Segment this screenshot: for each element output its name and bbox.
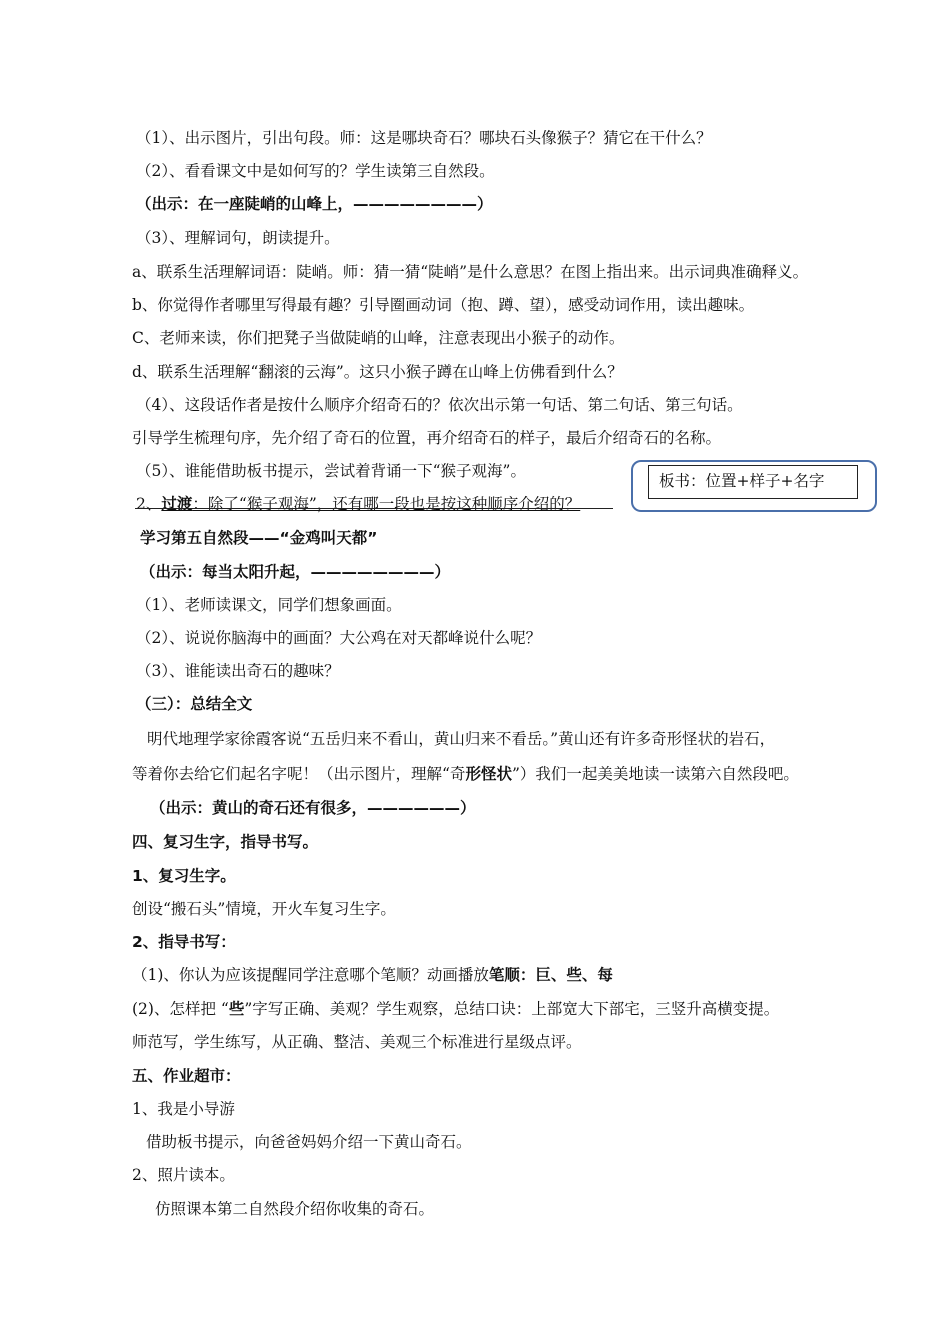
text-run: （3）、理解词句，朗读提升。 [136, 229, 340, 247]
display-prompt-line [150, 798, 476, 818]
text-run: 师范写，学生练写，从正确、整洁、美观三个标准进行星级点评。 [132, 1033, 582, 1051]
transition-line [136, 494, 580, 514]
paragraph-line [132, 262, 808, 282]
text-run: ：除了“猴子观海”，还有哪一段也是按这种顺序介绍的？ [192, 495, 581, 513]
paragraph-line [132, 295, 754, 315]
section-heading [140, 528, 377, 548]
paragraph-line [132, 428, 721, 448]
paragraph-line [136, 461, 526, 481]
text-run: （1）、出示图片，引出句段。师：这是哪块奇石？哪块石头像猴子？猜它在干什么？ [136, 129, 712, 147]
text-run: C、老师来读，你们把凳子当做陡峭的山峰，注意表现出小猴子的动作。 [132, 329, 625, 347]
text-run: 2、 [136, 495, 162, 513]
text-run: 四、复习生字，指导书写。 [132, 833, 319, 851]
paragraph-line [136, 161, 495, 181]
paragraph-line [136, 228, 340, 248]
display-prompt-line [136, 194, 493, 214]
text-run: 等着你去给它们起名字呢！（出示图片，理解“奇 [132, 765, 466, 783]
paragraph-line [136, 395, 743, 415]
section-heading [132, 1066, 241, 1086]
text-run: （2）、说说你脑海中的画面？大公鸡在对天都峰说什么呢？ [136, 629, 542, 647]
paragraph-line [132, 328, 624, 348]
paragraph-line [146, 1132, 472, 1152]
paragraph-line [155, 1199, 434, 1219]
section-heading [132, 832, 318, 852]
text-run: （出示：在一座陡峭的山峰上，————————） [136, 195, 493, 213]
text-run: 学习第五自然段——“金鸡叫天都” [140, 529, 378, 547]
text-run: 明代地理学家徐霞客说“五岳归来不看山，黄山归来不看岳。”黄山还有许多奇形怪状的岩石， [147, 730, 776, 748]
display-prompt-line [140, 562, 450, 582]
paragraph-line [136, 595, 402, 615]
text-run: ”）我们一起美美地读一读第六自然段吧。 [511, 765, 799, 783]
paragraph-line [136, 128, 712, 148]
text-run: （5）、谁能借助板书提示，尝试着背诵一下“猴子观海”。 [136, 462, 526, 480]
text-run: （4）、这段话作者是按什么顺序介绍奇石的？依次出示第一句话、第二句话、第三句话。 [136, 396, 743, 414]
text-run: （2）、看看课文中是如何写的？学生读第三自然段。 [136, 162, 495, 180]
text-run: 2、照片读本。 [132, 1166, 235, 1184]
paragraph-line [132, 1165, 235, 1185]
text-run: 过渡 [161, 495, 193, 513]
text-run: 1、我是小导游 [132, 1100, 235, 1118]
text-run: 五、作业超市： [132, 1067, 241, 1085]
paragraph-line [132, 764, 799, 784]
paragraph-line [136, 661, 340, 681]
text-run: （出示：黄山的奇石还有很多，——————） [150, 799, 476, 817]
text-run: 引导学生梳理句序，先介绍了奇石的位置，再介绍奇石的样子，最后介绍奇石的名称。 [132, 429, 722, 447]
paragraph-line [147, 729, 775, 749]
text-run: d、联系生活理解“翻滚的云海”。这只小猴子蹲在山峰上仿佛看到什么？ [132, 363, 623, 381]
paragraph-line [132, 362, 623, 382]
underline-rule [135, 508, 613, 509]
text-run: （3）、谁能读出奇石的趣味？ [136, 662, 340, 680]
paragraph-line [132, 965, 613, 985]
subsection-heading [132, 932, 236, 952]
paragraph-line [132, 1099, 235, 1119]
text-run: a、联系生活理解词语：陡峭。师：猜一猜“陡峭”是什么意思？在图上指出来。出示词典准确释义。 [132, 263, 809, 281]
text-run: （出示：每当太阳升起，————————） [140, 563, 451, 581]
text-run: 创设“搬石头”情境，开火车复习生字。 [132, 900, 396, 918]
text-run: 借助板书提示，向爸爸妈妈介绍一下黄山奇石。 [146, 1133, 472, 1151]
paragraph-line [132, 999, 779, 1019]
text-run: 形怪状 [465, 765, 512, 783]
text-run: 笔顺：巨、些、每 [488, 966, 613, 984]
text-run: （三）：总结全文 [136, 695, 253, 713]
paragraph-line [132, 899, 396, 919]
text-run: （1)、你认为应该提醒同学注意哪个笔顺？动画播放 [132, 966, 489, 984]
text-run: 些 [228, 1000, 245, 1018]
paragraph-line [132, 1032, 582, 1052]
subsection-heading [132, 866, 236, 886]
blackboard-note: 板书：位置+样子+名字 [648, 465, 858, 499]
text-run: b、你觉得作者哪里写得最有趣？引导圈画动词（抱、蹲、望），感受动词作用，读出趣味。 [132, 296, 755, 314]
text-run: （1）、老师读课文，同学们想象画面。 [136, 596, 402, 614]
paragraph-line [136, 628, 541, 648]
text-run: 2、指导书写： [132, 933, 236, 951]
text-run: 仿照课本第二自然段介绍你收集的奇石。 [155, 1200, 435, 1218]
section-heading [136, 694, 252, 714]
text-run: 1、复习生字。 [132, 867, 236, 885]
text-run: (2)、怎样把 “ [132, 1000, 229, 1018]
text-run: ”字写正确、美观？学生观察，总结口诀：上部宽大下部宅，三竖升高横变提。 [244, 1000, 780, 1018]
